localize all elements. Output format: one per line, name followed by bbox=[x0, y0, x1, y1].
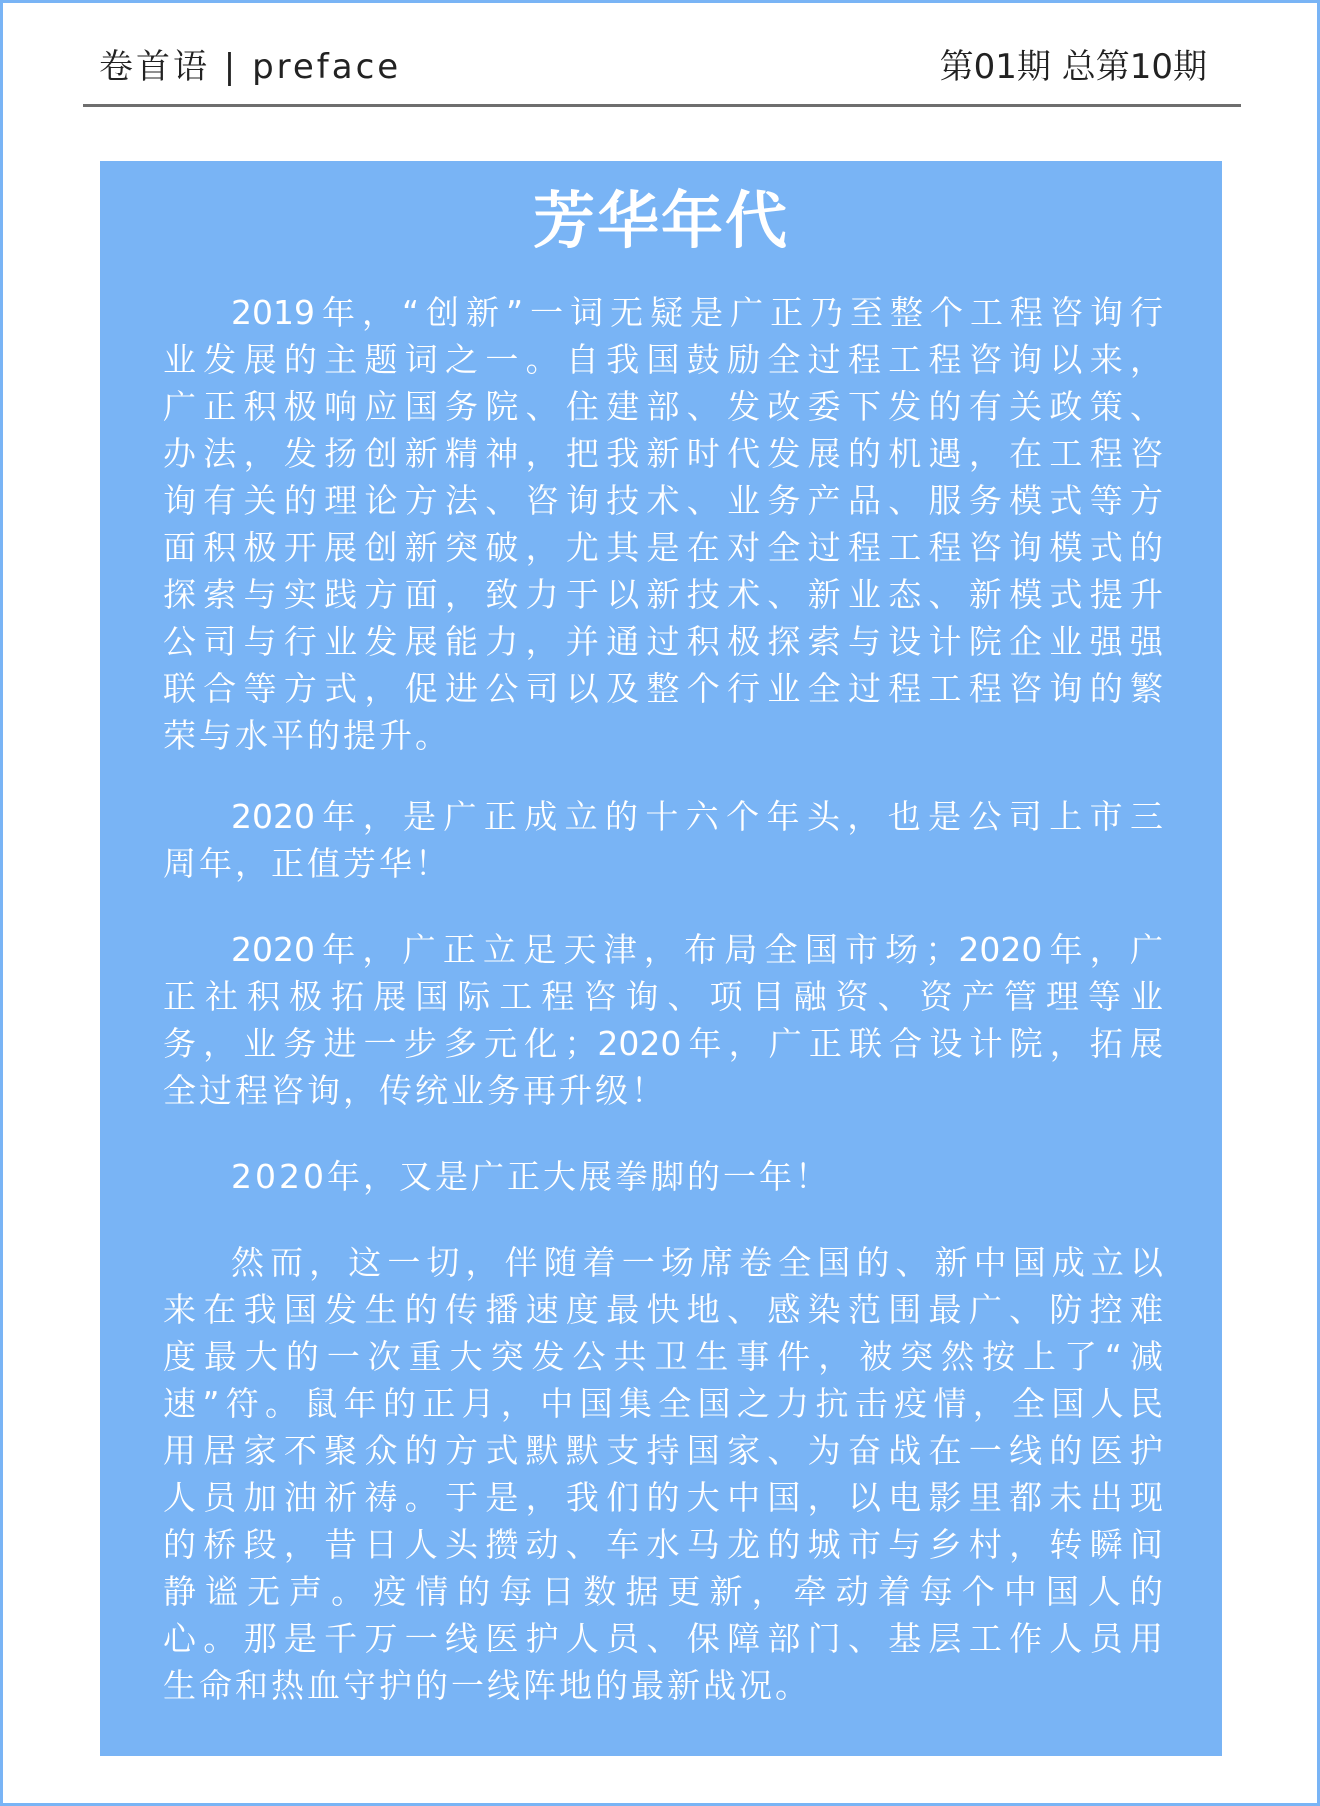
paragraph-line: 正社积极拓展国际工程咨询、项目融资、资产管理等业 bbox=[163, 977, 1163, 1016]
paragraph-line: 业发展的主题词之一。自我国鼓励全过程工程咨询以来， bbox=[163, 340, 1163, 379]
paragraph-line: 联合等方式，促进公司以及整个行业全过程工程咨询的繁 bbox=[163, 669, 1163, 708]
paragraph-3 bbox=[163, 926, 1163, 1114]
paragraph-line: 务，业务进一步多元化；2020年，广正联合设计院，拓展 bbox=[163, 1024, 1163, 1063]
paragraph-line: 探索与实践方面，致力于以新技术、新业态、新模式提升 bbox=[163, 575, 1163, 614]
paragraph-line: 办法，发扬创新精神，把我新时代发展的机遇，在工程咨 bbox=[163, 434, 1163, 473]
paragraph-line: 荣与水平的提升。 bbox=[163, 716, 451, 755]
header-divider bbox=[83, 104, 1241, 107]
paragraph-2 bbox=[163, 793, 1163, 887]
paragraph-line: 面积极开展创新突破，尤其是在对全过程工程咨询模式的 bbox=[163, 528, 1163, 567]
paragraph-line: 全过程咨询，传统业务再升级！ bbox=[163, 1071, 667, 1110]
paragraph-line: 速”符。鼠年的正月，中国集全国之力抗击疫情，全国人民 bbox=[163, 1384, 1163, 1423]
paragraph-line: 静谧无声。疫情的每日数据更新，牵动着每个中国人的 bbox=[163, 1572, 1163, 1611]
paragraph-line: 生命和热血守护的一线阵地的最新战况。 bbox=[163, 1666, 811, 1705]
paragraph-line: 广正积极响应国务院、住建部、发改委下发的有关政策、 bbox=[163, 387, 1163, 426]
paragraph-line: 然而，这一切，伴随着一场席卷全国的、新中国成立以 bbox=[231, 1243, 1163, 1282]
paragraph-line: 人员加油祈祷。于是，我们的大中国，以电影里都未出现 bbox=[163, 1478, 1163, 1517]
paragraph-line: 询有关的理论方法、咨询技术、业务产品、服务模式等方 bbox=[163, 481, 1163, 520]
paragraph-5 bbox=[163, 1239, 1163, 1709]
paragraph-line: 周年，正值芳华！ bbox=[163, 844, 451, 883]
issue-number: 第01期 总第10期 bbox=[939, 47, 1207, 87]
paragraph-line: 来在我国发生的传播速度最快地、感染范围最广、防控难 bbox=[163, 1290, 1163, 1329]
paragraph-1 bbox=[163, 289, 1163, 759]
paragraph-line: 2020年，又是广正大展拳脚的一年！ bbox=[231, 1157, 831, 1196]
article-panel bbox=[100, 161, 1222, 1756]
paragraph-line: 心。那是千万一线医护人员、保障部门、基层工作人员用 bbox=[163, 1619, 1163, 1658]
paragraph-4 bbox=[163, 1153, 1163, 1200]
paragraph-line: 2019年，“创新”一词无疑是广正乃至整个工程咨询行 bbox=[231, 293, 1163, 332]
paragraph-line: 公司与行业发展能力，并通过积极探索与设计院企业强强 bbox=[163, 622, 1163, 661]
paragraph-line: 2020年，广正立足天津，布局全国市场；2020年，广 bbox=[231, 930, 1163, 969]
paragraph-line: 的桥段，昔日人头攒动、车水马龙的城市与乡村，转瞬间 bbox=[163, 1525, 1163, 1564]
paragraph-line: 用居家不聚众的方式默默支持国家、为奋战在一线的医护 bbox=[163, 1431, 1163, 1470]
paragraph-line: 度最大的一次重大突发公共卫生事件，被突然按上了“减 bbox=[163, 1337, 1163, 1376]
section-label: 卷首语 | preface bbox=[99, 47, 402, 87]
paragraph-line: 2020年，是广正成立的十六个年头，也是公司上市三 bbox=[231, 797, 1163, 836]
article-title: 芳华年代 bbox=[532, 184, 789, 257]
